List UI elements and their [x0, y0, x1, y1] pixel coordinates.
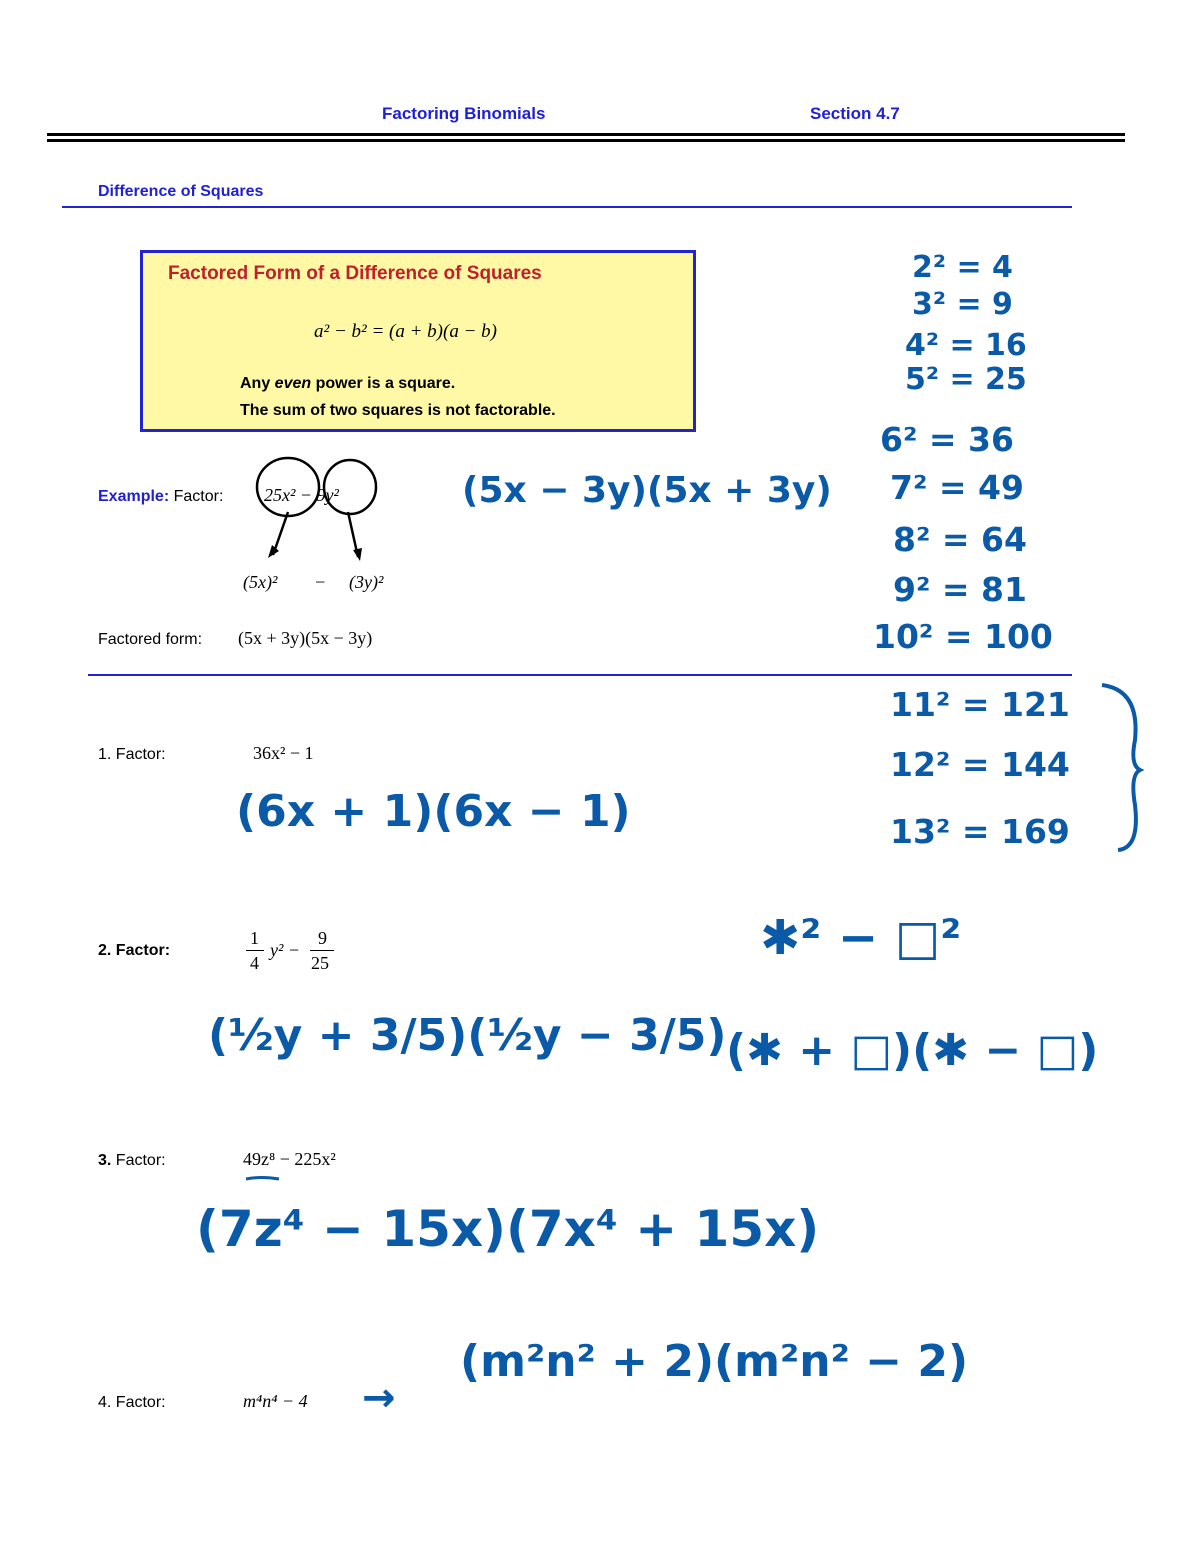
- page-title: Factoring Binomials: [382, 104, 546, 123]
- section-number: Section 4.7: [810, 104, 900, 123]
- square-3: 3² = 9: [912, 287, 1013, 322]
- difference-of-squares-formula: a² − b² = (a + b)(a − b): [314, 321, 497, 342]
- box-note-sum: The sum of two squares is not factorable.: [240, 402, 556, 419]
- problem-4-expression: m⁴n⁴ − 4: [243, 1391, 308, 1411]
- square-2: 2² = 4: [912, 250, 1013, 285]
- problem-1-label: 1. Factor:: [98, 746, 166, 763]
- pattern-line-2: (✱ + □)(✱ − □): [726, 1025, 1099, 1076]
- example-expression: 25x² − 9y²: [264, 485, 339, 505]
- example-divider: [88, 674, 1072, 676]
- underline-mark: [243, 1174, 283, 1184]
- square-12: 12² = 144: [890, 745, 1070, 784]
- example-prompt: Factor:: [173, 488, 224, 505]
- square-9: 9² = 81: [893, 570, 1027, 609]
- square-10: 10² = 100: [873, 617, 1053, 656]
- problem-4-answer: (m²n² + 2)(m²n² − 2): [460, 1336, 969, 1387]
- pattern-line-1: ✱² − □²: [760, 910, 962, 966]
- problem-4-label: 4. Factor:: [98, 1394, 166, 1411]
- fraction-2-numerator: 9: [318, 928, 327, 948]
- problem-3-label: 3. Factor:: [98, 1152, 166, 1169]
- square-5: 5² = 25: [905, 362, 1027, 397]
- problem-1-answer: (6x + 1)(6x − 1): [236, 786, 631, 837]
- problem-3-answer: (7z⁴ − 15x)(7x⁴ + 15x): [196, 1200, 820, 1258]
- fraction-1-bar: [246, 950, 264, 951]
- formula-box-title: Factored Form of a Difference of Squares: [168, 263, 542, 284]
- square-6: 6² = 36: [880, 420, 1014, 459]
- example-handwritten-answer: (5x − 3y)(5x + 3y): [462, 470, 832, 511]
- problem-1-expression: 36x² − 1: [253, 743, 314, 763]
- example-term-minus: −: [314, 572, 327, 592]
- box-note-even: Any even power is a square.: [240, 375, 456, 392]
- factored-form-label: Factored form:: [98, 631, 203, 648]
- example-term-left: (5x)²: [243, 572, 278, 592]
- fraction-2-bar: [310, 950, 334, 951]
- example-label: Example:: [98, 488, 170, 505]
- example-term-right: (3y)²: [349, 572, 384, 592]
- square-8: 8² = 64: [893, 520, 1027, 559]
- section-heading: Difference of Squares: [98, 183, 264, 200]
- fraction-middle: y² −: [270, 940, 301, 960]
- problem-4-arrow: →: [362, 1375, 396, 1421]
- factored-form-value: (5x + 3y)(5x − 3y): [238, 628, 373, 648]
- square-11: 11² = 121: [890, 685, 1070, 724]
- problem-2-label: 2. Factor:: [98, 942, 171, 959]
- problem-3-expression: 49z⁸ − 225x²: [243, 1149, 336, 1169]
- fraction-1-denominator: 4: [250, 953, 259, 973]
- square-4: 4² = 16: [905, 328, 1027, 363]
- problem-2-answer: (½y + 3/5)(½y − 3/5): [208, 1010, 727, 1061]
- square-7: 7² = 49: [890, 468, 1024, 507]
- square-13: 13² = 169: [890, 812, 1070, 851]
- fraction-2-denominator: 25: [311, 953, 329, 973]
- fraction-1-numerator: 1: [250, 928, 259, 948]
